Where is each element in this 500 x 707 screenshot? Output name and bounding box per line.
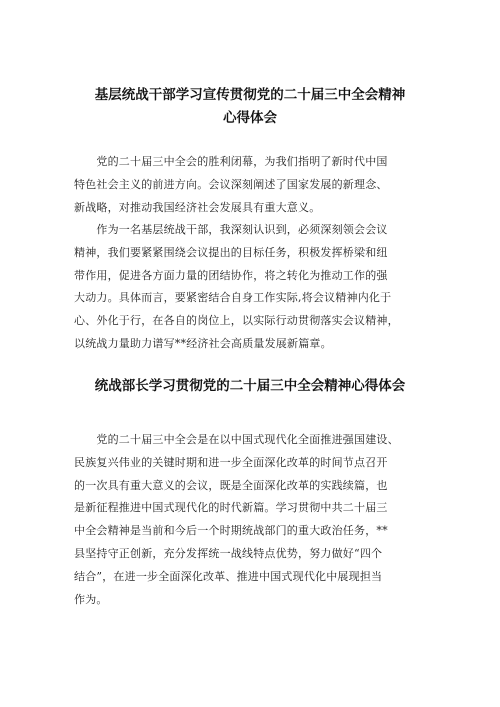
article1-title-line2: 心得体会 <box>223 110 277 126</box>
article1-paragraph-1 <box>74 151 434 219</box>
paragraph-line: 结合”，在进一步全面深化改革、推进中国式现代化中展现担当 <box>74 569 383 583</box>
paragraph-line: 中全会精神是当前和今后一个时期统战部门的重大政治任务，** <box>74 524 388 538</box>
paragraph-line: 是新征程推进中国式现代化的时代新篇。学习贯彻中共二十届三 <box>74 501 388 515</box>
article1-paragraph-2 <box>74 219 434 356</box>
paragraph-line: 的一次具有重大意义的会议，既是全面深化改革的实践续篇，也 <box>74 478 388 492</box>
paragraph-line: 新战略，对推动我国经济社会发展具有重大意义。 <box>74 200 321 214</box>
paragraph-line: 民族复兴伟业的关键时期和进一步全面深化改革的时间节点召开 <box>74 455 388 469</box>
paragraph-line: 县坚持守正创新，充分发挥统一战线特点优势，努力做好“四个 <box>74 546 383 560</box>
paragraph-line: 带作用，促进各方面力量的团结协作，将之转化为推动工作的强 <box>74 268 388 282</box>
article1-title-line1: 基层统战干部学习宣传贯彻党的二十届三中全会精神 <box>94 87 406 103</box>
article2-paragraph-1 <box>74 429 434 611</box>
paragraph-line: 大动力。具体而言，要紧密结合自身工作实际,将会议精神内化于 <box>74 291 392 305</box>
paragraph-line: 特色社会主义的前进方向。会议深刻阐述了国家发展的新理念、 <box>74 177 388 191</box>
paragraph-line: 作为。 <box>74 592 108 606</box>
paragraph-line: 以统战力量助力谱写**经济社会高质量发展新篇章。 <box>74 336 332 350</box>
paragraph-line: 作为一名基层统战干部，我深刻认识到，必须深刻领会会议 <box>74 223 388 236</box>
article2-title: 统战部长学习贯彻党的二十届三中全会精神心得体会 <box>94 378 406 394</box>
paragraph-line: 党的二十届三中全会是在以中国式现代化全面推进强国建设、 <box>74 433 399 446</box>
paragraph-line: 心、外化于行，在各自的岗位上，以实际行动贯彻落实会议精神， <box>74 314 399 328</box>
paragraph-line: 党的二十届三中全会的胜利闭幕，为我们指明了新时代中国 <box>74 155 388 168</box>
paragraph-line: 精神，我们要紧紧围绕会议提出的目标任务，积极发挥桥梁和纽 <box>74 245 388 259</box>
